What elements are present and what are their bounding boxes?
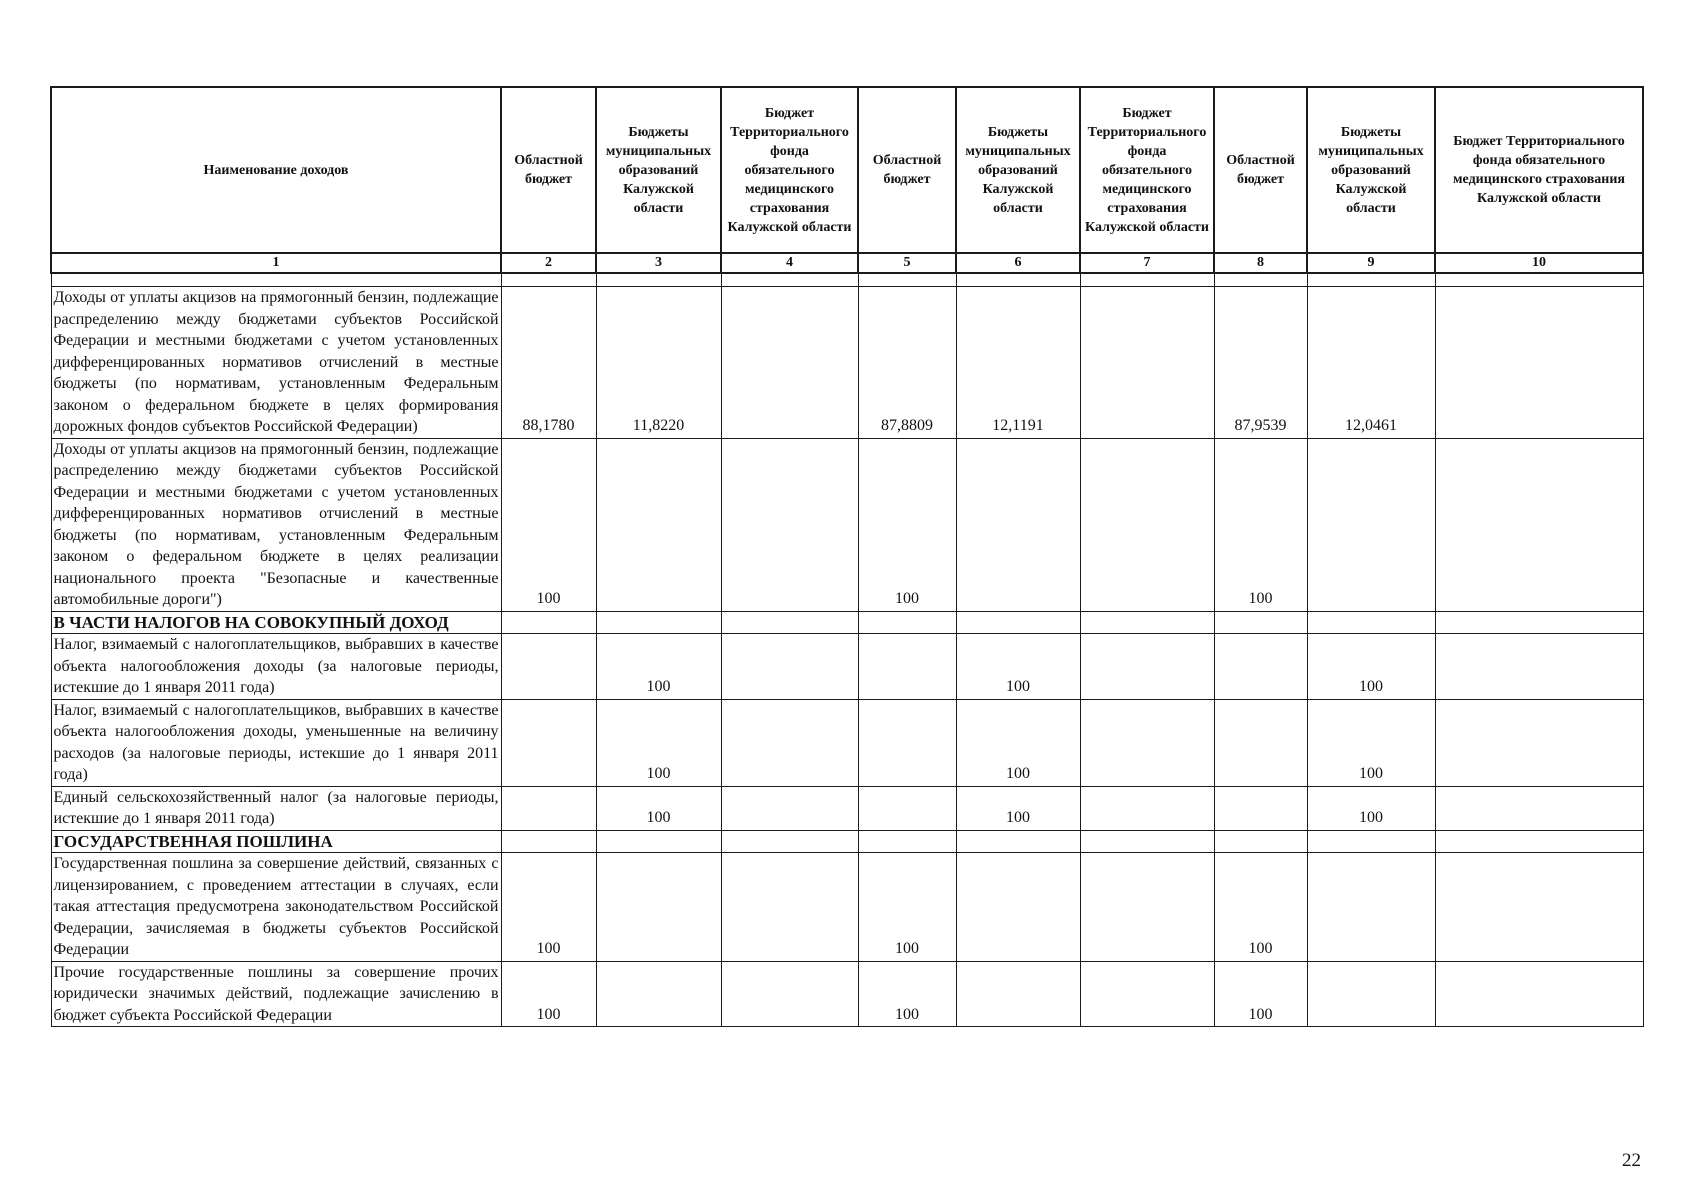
revenue-name-cell: Доходы от уплаты акцизов на прямогонный бензин, подлежащие распределению между бюджетами субъектов Российской Федерации и местными бюджетами с учетом установленных дифференцированных нормативов отчислений в местные бюджеты (по нормативам, установленным Федеральным законом о федеральном бюджете в целях формирования дорожных фондов субъектов Российской Федерации) — [51, 287, 501, 439]
normative-value-cell — [501, 786, 596, 830]
normative-value-cell — [1080, 961, 1214, 1027]
normative-value-cell — [1214, 830, 1307, 853]
normative-value-cell: 100 — [596, 634, 721, 700]
normative-value-cell — [956, 611, 1080, 634]
normative-value-cell: 87,8809 — [858, 287, 956, 439]
normative-value-cell — [1080, 830, 1214, 853]
normative-value-cell: 11,8220 — [596, 287, 721, 439]
normative-value-cell — [501, 830, 596, 853]
revenue-name-cell: Налог, взимаемый с налогоплательщиков, выбравших в качестве объекта налогообложения доходы, уменьшенные на величину расходов (за налоговые периоды, истекшие до 1 января 2011 года) — [51, 699, 501, 786]
normative-value-cell — [1080, 438, 1214, 611]
spacer-row — [51, 273, 1643, 287]
normative-value-cell — [1435, 634, 1643, 700]
column-number: 10 — [1435, 253, 1643, 273]
normative-value-cell — [596, 961, 721, 1027]
normative-value-cell: 100 — [1307, 699, 1435, 786]
column-number-row — [51, 253, 1643, 273]
normative-value-cell: 100 — [1307, 634, 1435, 700]
normative-value-cell — [596, 611, 721, 634]
column-number: 6 — [956, 253, 1080, 273]
normative-value-cell — [721, 634, 858, 700]
normative-value-cell — [1080, 699, 1214, 786]
normative-value-cell: 100 — [956, 699, 1080, 786]
table-row — [51, 438, 1643, 611]
section-header-row — [51, 830, 1643, 853]
normative-value-cell: 12,1191 — [956, 287, 1080, 439]
page-number: 22 — [1622, 1150, 1641, 1171]
normative-value-cell — [1080, 634, 1214, 700]
header-cell: Наименование доходов — [51, 87, 501, 253]
normative-value-cell — [1080, 786, 1214, 830]
column-number: 8 — [1214, 253, 1307, 273]
normative-value-cell — [501, 699, 596, 786]
budget-table-sheet — [50, 86, 1642, 1027]
normative-value-cell: 100 — [858, 853, 956, 962]
normative-value-cell — [721, 438, 858, 611]
revenue-name-cell: Доходы от уплаты акцизов на прямогонный бензин, подлежащие распределению между бюджетами субъектов Российской Федерации и местными бюджетами с учетом установленных дифференцированных нормативов отчислений в местные бюджеты (по нормативам, установленным Федеральным законом о федеральном бюджете в целях реализации национального проекта "Безопасные и качественные автомобильные дороги") — [51, 438, 501, 611]
revenue-name-cell: Налог, взимаемый с налогоплательщиков, выбравших в качестве объекта налогообложения доходы (за налоговые периоды, истекшие до 1 января 2011 года) — [51, 634, 501, 700]
normative-value-cell — [596, 853, 721, 962]
normative-value-cell — [721, 699, 858, 786]
column-number: 5 — [858, 253, 956, 273]
normative-value-cell — [1214, 786, 1307, 830]
normative-value-cell — [1080, 287, 1214, 439]
normative-value-cell — [501, 611, 596, 634]
normative-value-cell — [1435, 438, 1643, 611]
normative-value-cell: 100 — [1214, 853, 1307, 962]
table-row — [51, 287, 1643, 439]
normative-value-cell — [956, 438, 1080, 611]
table-body — [51, 273, 1643, 1027]
header-cell: Бюджет Территориального фонда обязательного медицинского страхования Калужской области — [1080, 87, 1214, 253]
normative-value-cell — [1307, 961, 1435, 1027]
normative-value-cell: 100 — [596, 786, 721, 830]
table-row — [51, 786, 1643, 830]
normative-value-cell — [596, 830, 721, 853]
normative-value-cell — [858, 830, 956, 853]
header-cell: Областной бюджет — [501, 87, 596, 253]
normative-value-cell — [956, 961, 1080, 1027]
section-title: В ЧАСТИ НАЛОГОВ НА СОВОКУПНЫЙ ДОХОД — [51, 611, 501, 634]
header-cell: Бюджет Территориального фонда обязательного медицинского страхования Калужской области — [721, 87, 858, 253]
header-cell: Бюджеты муниципальных образований Калужской области — [1307, 87, 1435, 253]
header-cell: Бюджеты муниципальных образований Калужской области — [956, 87, 1080, 253]
normative-value-cell — [1214, 634, 1307, 700]
column-number: 2 — [501, 253, 596, 273]
normative-value-cell — [596, 438, 721, 611]
normative-value-cell — [858, 699, 956, 786]
normative-value-cell — [1307, 830, 1435, 853]
normative-value-cell: 100 — [1307, 786, 1435, 830]
normative-value-cell — [1214, 611, 1307, 634]
header-cell: Областной бюджет — [858, 87, 956, 253]
table-row — [51, 961, 1643, 1027]
normative-value-cell — [858, 786, 956, 830]
header-cell: Областной бюджет — [1214, 87, 1307, 253]
revenue-name-cell: Государственная пошлина за совершение действий, связанных с лицензированием, с проведением аттестации в случаях, если такая аттестация предусмотрена законодательством Российской Федерации, зачисляемая в бюджеты субъектов Российской Федерации — [51, 853, 501, 962]
normative-value-cell: 100 — [956, 786, 1080, 830]
normative-value-cell: 100 — [858, 438, 956, 611]
normative-value-cell — [1307, 438, 1435, 611]
normative-value-cell — [956, 830, 1080, 853]
normative-value-cell — [1307, 611, 1435, 634]
normative-value-cell: 100 — [956, 634, 1080, 700]
normative-value-cell — [1435, 786, 1643, 830]
column-number: 1 — [51, 253, 501, 273]
normative-value-cell — [721, 961, 858, 1027]
normative-value-cell — [1435, 611, 1643, 634]
header-cell: Бюджет Территориального фонда обязательного медицинского страхования Калужской области — [1435, 87, 1643, 253]
table-row — [51, 853, 1643, 962]
normative-value-cell: 100 — [501, 853, 596, 962]
revenue-distribution-table — [50, 86, 1644, 1027]
normative-value-cell — [1080, 611, 1214, 634]
normative-value-cell — [1307, 853, 1435, 962]
normative-value-cell: 12,0461 — [1307, 287, 1435, 439]
revenue-name-cell: Единый сельскохозяйственный налог (за налоговые периоды, истекшие до 1 января 2011 года) — [51, 786, 501, 830]
normative-value-cell — [1435, 830, 1643, 853]
normative-value-cell — [956, 853, 1080, 962]
normative-value-cell: 87,9539 — [1214, 287, 1307, 439]
column-number: 3 — [596, 253, 721, 273]
header-row — [51, 87, 1643, 253]
normative-value-cell — [1435, 853, 1643, 962]
column-number: 7 — [1080, 253, 1214, 273]
normative-value-cell — [721, 830, 858, 853]
normative-value-cell — [1435, 961, 1643, 1027]
normative-value-cell: 100 — [596, 699, 721, 786]
normative-value-cell: 100 — [501, 438, 596, 611]
normative-value-cell — [858, 634, 956, 700]
normative-value-cell — [858, 611, 956, 634]
normative-value-cell — [501, 634, 596, 700]
normative-value-cell: 100 — [501, 961, 596, 1027]
column-number: 4 — [721, 253, 858, 273]
normative-value-cell: 88,1780 — [501, 287, 596, 439]
table-row — [51, 699, 1643, 786]
normative-value-cell — [1435, 287, 1643, 439]
normative-value-cell — [721, 287, 858, 439]
table-row — [51, 634, 1643, 700]
column-number: 9 — [1307, 253, 1435, 273]
normative-value-cell — [1080, 853, 1214, 962]
normative-value-cell: 100 — [1214, 438, 1307, 611]
normative-value-cell: 100 — [1214, 961, 1307, 1027]
revenue-name-cell: Прочие государственные пошлины за совершение прочих юридически значимых действий, подлежащие зачислению в бюджет субъекта Российской Федерации — [51, 961, 501, 1027]
section-header-row — [51, 611, 1643, 634]
normative-value-cell — [1214, 699, 1307, 786]
normative-value-cell — [721, 786, 858, 830]
normative-value-cell — [721, 611, 858, 634]
normative-value-cell — [721, 853, 858, 962]
header-cell: Бюджеты муниципальных образований Калужской области — [596, 87, 721, 253]
normative-value-cell — [1435, 699, 1643, 786]
normative-value-cell: 100 — [858, 961, 956, 1027]
section-title: ГОСУДАРСТВЕННАЯ ПОШЛИНА — [51, 830, 501, 853]
